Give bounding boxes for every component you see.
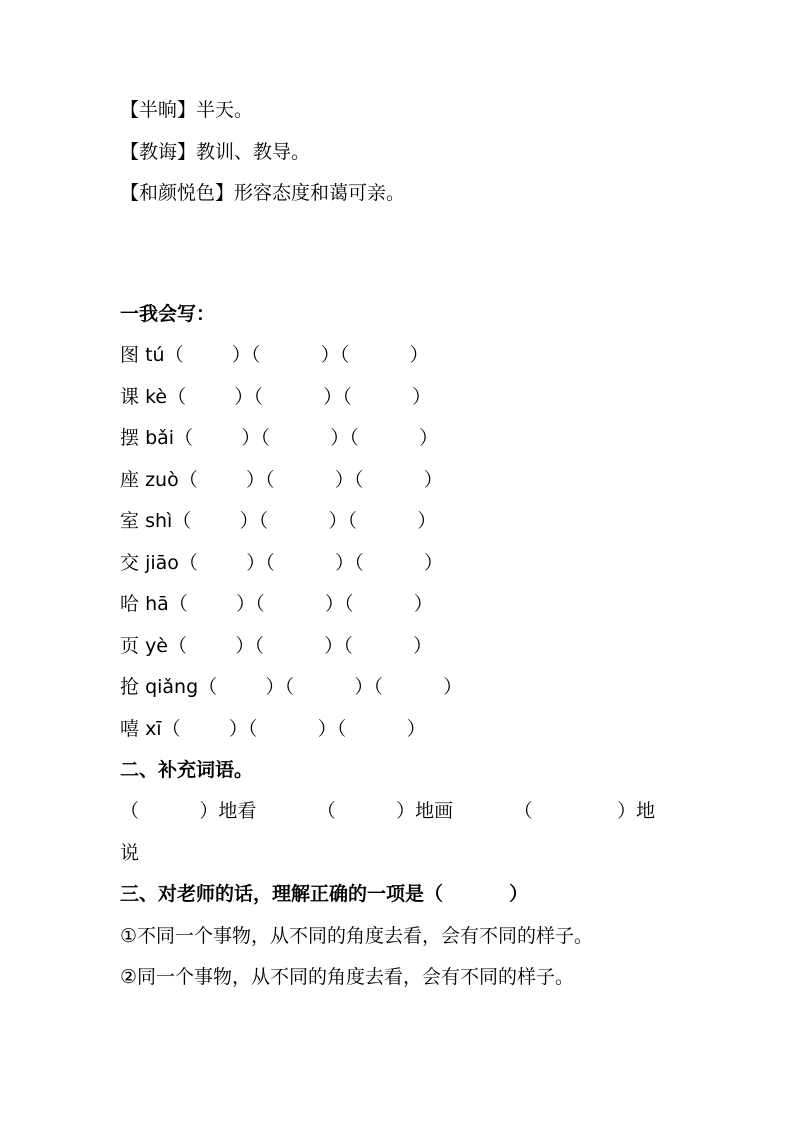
section2-blanks-line: （ ）地看 （ ）地画 （ ）地 [120, 800, 656, 822]
row-blanks: （ ）（ ）（ ） [178, 469, 443, 491]
section2-continuation: 说 [120, 842, 140, 864]
definition-term: 【和颜悦色】 [120, 182, 235, 204]
definition-3 [120, 181, 405, 205]
definition-term: 【教诲】 [120, 141, 197, 163]
definition-1 [120, 98, 253, 122]
section3-title: 三、对老师的话，理解正确的一项是（ ） [120, 883, 529, 905]
row-char: 嘻 [120, 718, 140, 740]
writing-row [120, 509, 436, 533]
definition-meaning: 形容态度和蔼可亲。 [234, 182, 406, 204]
row-blanks: （ ）（ ）（ ） [174, 427, 439, 449]
writing-row [120, 634, 432, 658]
row-char: 座 [120, 469, 140, 491]
writing-row [120, 343, 429, 367]
writing-row [120, 675, 462, 699]
row-pinyin: jiāo [145, 552, 179, 574]
row-blanks: （ ）（ ）（ ） [164, 344, 429, 366]
row-pinyin: kè [145, 386, 168, 408]
definition-meaning: 半天。 [196, 99, 254, 121]
row-blanks: （ ）（ ）（ ） [178, 552, 443, 574]
option-1: ①不同一个事物，从不同的角度去看，会有不同的样子。 [120, 925, 594, 947]
row-char: 页 [120, 635, 140, 657]
row-pinyin: yè [145, 635, 168, 657]
definition-term: 【半晌】 [120, 99, 197, 121]
row-pinyin: bǎi [145, 427, 175, 449]
row-char: 摆 [120, 427, 140, 449]
writing-row [120, 468, 443, 492]
row-pinyin: hā [145, 593, 169, 615]
row-blanks: （ ）（ ）（ ） [168, 635, 433, 657]
row-blanks: （ ）（ ）（ ） [168, 593, 433, 615]
row-pinyin: qiǎng [145, 676, 199, 698]
row-char: 课 [120, 386, 140, 408]
row-char: 室 [120, 510, 140, 532]
writing-row [120, 551, 443, 575]
writing-row [120, 385, 431, 409]
section1-title: 一我会写： [120, 303, 216, 325]
writing-row [120, 717, 426, 741]
writing-row [120, 592, 433, 616]
row-char: 交 [120, 552, 140, 574]
writing-row [120, 426, 438, 450]
section2-title: 二、补充词语。 [120, 759, 254, 781]
row-pinyin: shì [145, 510, 173, 532]
option-2: ②同一个事物，从不同的角度去看，会有不同的样子。 [120, 966, 575, 988]
definition-2 [120, 140, 310, 164]
row-pinyin: zuò [145, 469, 179, 491]
row-blanks: （ ）（ ）（ ） [198, 676, 463, 698]
row-char: 图 [120, 344, 140, 366]
definition-meaning: 教训、教导。 [196, 141, 311, 163]
row-blanks: （ ）（ ）（ ） [167, 386, 432, 408]
row-char: 抢 [120, 676, 140, 698]
row-pinyin: tú [145, 344, 165, 366]
row-blanks: （ ）（ ）（ ） [161, 718, 426, 740]
row-char: 哈 [120, 593, 140, 615]
row-blanks: （ ）（ ）（ ） [172, 510, 437, 532]
row-pinyin: xī [145, 718, 162, 740]
